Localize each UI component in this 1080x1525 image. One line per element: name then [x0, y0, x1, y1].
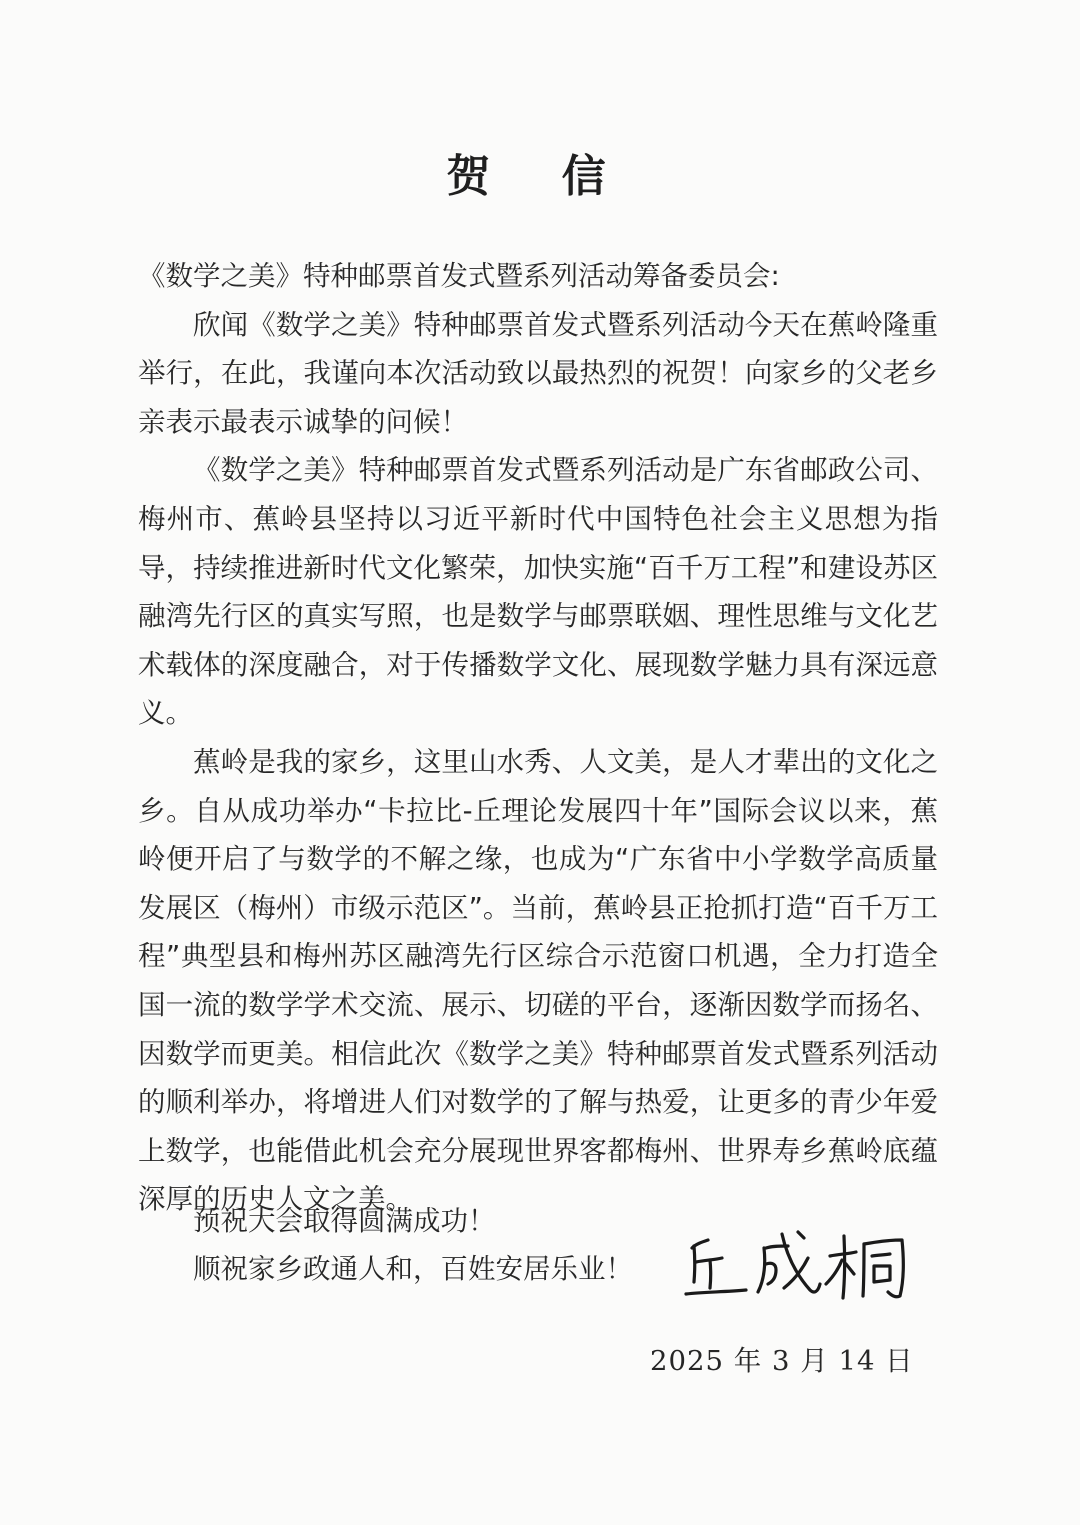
paragraph-3: 蕉岭是我的家乡，这里山水秀、人文美，是人才辈出的文化之乡。自从成功举办“卡拉比-丘理论发展四十年”国际会议以来，蕉岭便开启了与数学的不解之缘，也成为“广东省中小学数学高质量发展区（梅州）市级示范区”。当前，蕉岭县正抢抓打造“百千万工程”典型县和梅州苏区融湾先行区综合示范窗口机遇，全力打造全国一流的数学学术交流、展示、切磋的平台，逐渐因数学而扬名、因数学而更美。相信此次《数学之美》特种邮票首发式暨系列活动的顺利举办，将增进人们对数学的了解与热爱，让更多的青少年爱上数学，也能借此机会充分展现世界客都梅州、世界寿乡蕉岭底蕴深厚的历史人文之美。	[138, 745, 938, 1216]
paragraph-2: 《数学之美》特种邮票首发式暨系列活动是广东省邮政公司、梅州市、蕉岭县坚持以习近平新时代中国特色社会主义思想为指导，持续推进新时代文化繁荣，加快实施“百千万工程”和建设苏区融湾先行区的真实写照，也是数学与邮票联姻、理性思维与文化艺术载体的深度融合，对于传播数学文化、展现数学魅力具有深远意义。	[138, 454, 938, 730]
closing-regards: 顺祝家乡政通人和，百姓安居乐业！	[193, 1253, 633, 1285]
letter-body	[138, 252, 938, 1224]
letter-date: 2025 年 3 月 14 日	[650, 1345, 914, 1377]
handwritten-signature	[680, 1218, 920, 1308]
paragraph-1: 欣闻《数学之美》特种邮票首发式暨系列活动今天在蕉岭隆重举行，在此，我谨向本次活动致以最热烈的祝贺！向家乡的父老乡亲表示最表示诚挚的问候！	[138, 308, 938, 438]
letter-title: 贺 信	[446, 151, 634, 202]
salutation: 《数学之美》特种邮票首发式暨系列活动筹备委员会:	[138, 260, 780, 292]
closing-wish: 预祝大会取得圆满成功！	[193, 1205, 496, 1237]
